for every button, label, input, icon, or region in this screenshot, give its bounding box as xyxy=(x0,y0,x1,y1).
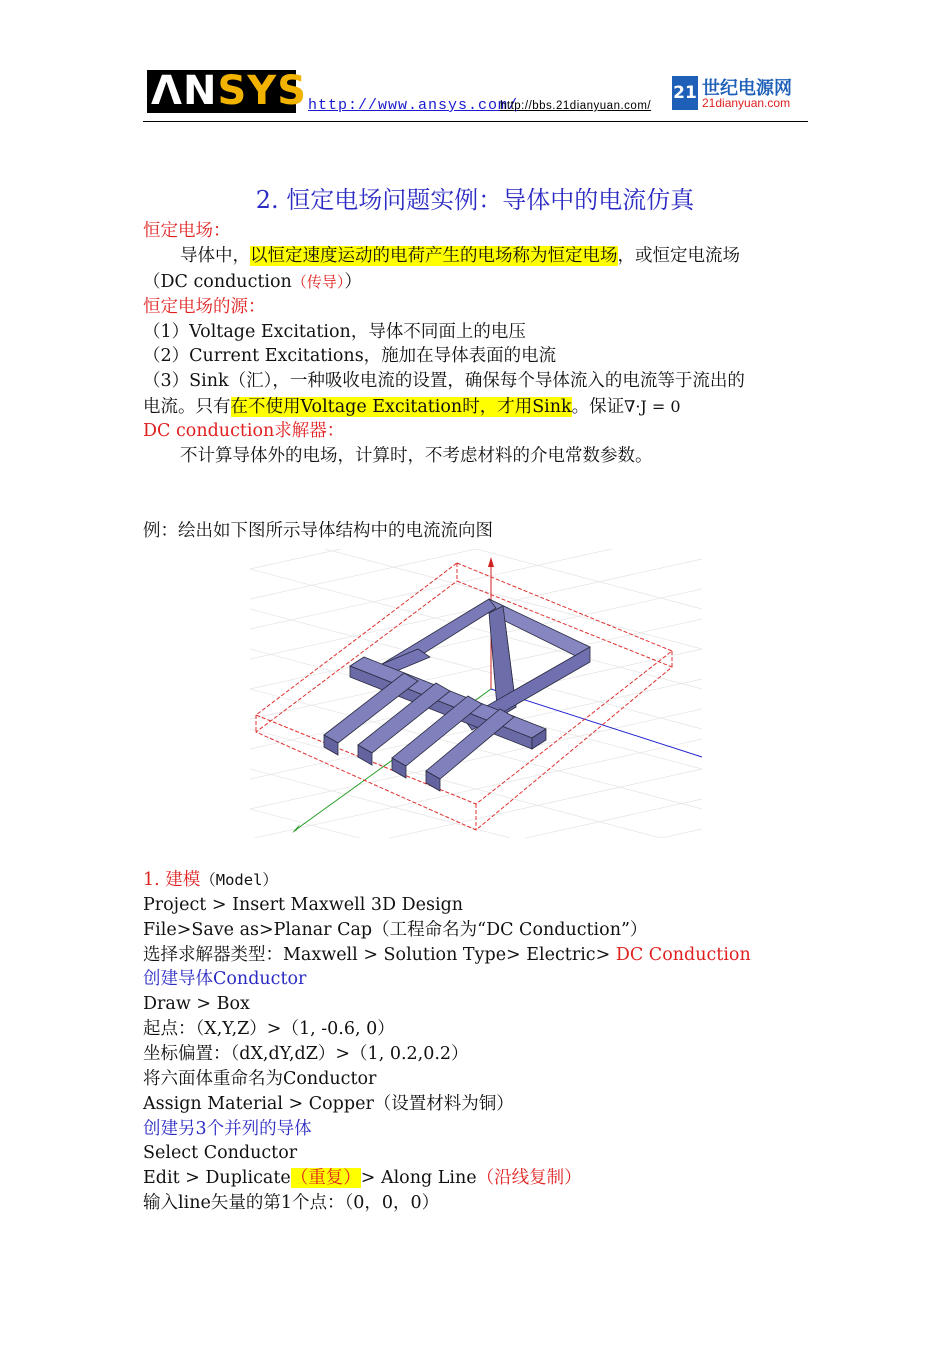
red-run: （传导） xyxy=(291,273,345,291)
text-run: 导体中， xyxy=(180,246,250,266)
list-item-sink-cont xyxy=(143,394,681,420)
text-run: ，或恒定电流场 xyxy=(617,246,740,266)
highlight-run: 以恒定速度运动的电荷产生的电场称为恒定电场 xyxy=(250,246,618,266)
text-run: ） xyxy=(344,272,362,292)
step-line-13: 输入line矢量的第1个点：（0，0，0） xyxy=(143,1193,440,1213)
heading-dc-solver: DC conduction求解器： xyxy=(143,421,345,441)
highlight-run: 在不使用Voltage Excitation时，才用Sink xyxy=(230,397,572,417)
step-line-10: 创建另3个并列的导体 xyxy=(143,1119,312,1139)
text-run: 选择求解器类型：Maxwell > Solution Type> Electric> xyxy=(143,945,616,965)
list-item-current: （2）Current Excitations，施加在导体表面的电流 xyxy=(143,346,557,366)
text-run: （DC conduction xyxy=(143,272,292,292)
list-item-sink: （3）Sink（汇），一种吸收电流的设置，确保每个导体流入的电流等于流出的 xyxy=(143,371,745,391)
ansys-logo-text: ΛN xyxy=(151,68,218,114)
example-caption: 例：绘出如下图所示导体结构中的电流流向图 xyxy=(143,521,493,541)
step-line-7: 坐标偏置：（dX,dY,dZ）>（1, 0.2,0.2） xyxy=(143,1044,469,1064)
ansys-logo xyxy=(147,68,308,114)
step-line-3 xyxy=(143,943,751,968)
paragraph-solver: 不计算导体外的电场，计算时，不考虑材料的介电常数参数。 xyxy=(180,446,653,466)
step-line-6: 起点：（X,Y,Z）>（1, -0.6, 0） xyxy=(143,1019,395,1039)
ansys-link[interactable]: http://www.ansys.com/ xyxy=(308,97,519,114)
logo21-sub: 21dianyuan.com xyxy=(702,96,791,110)
text-run: Edit > Duplicate xyxy=(143,1168,291,1188)
step-heading-en: （Model） xyxy=(200,871,278,889)
paragraph-dc-conduction xyxy=(143,270,362,295)
heading-field-sources: 恒定电场的源： xyxy=(143,297,266,317)
step-line-2: File>Save as>Planar Cap（工程命名为“DC Conduction”） xyxy=(143,920,648,940)
text-run: > Along Line xyxy=(360,1168,477,1188)
bbs-link[interactable]: http://bbs.21dianyuan.com/ xyxy=(500,100,652,112)
text-run: 电流。只有 xyxy=(143,397,231,417)
step-line-9: Assign Material > Copper（设置材料为铜） xyxy=(143,1094,514,1114)
page-title: 2. 恒定电场问题实例：导体中的电流仿真 xyxy=(255,186,695,214)
formula-div-j: ∇·J = 0 xyxy=(624,397,681,416)
21dianyuan-logo xyxy=(672,76,804,112)
red-run: （沿线复制） xyxy=(476,1168,582,1188)
ansys-logo-text-sys: SYS xyxy=(217,68,308,114)
conductor-3d-figure xyxy=(250,549,702,838)
step-line-4: 创建导体Conductor xyxy=(143,969,307,989)
header-rule xyxy=(143,121,808,122)
text-run: 。保证 xyxy=(571,397,625,417)
step-line-8: 将六面体重命名为Conductor xyxy=(143,1069,377,1089)
step-line-1: Project > Insert Maxwell 3D Design xyxy=(143,895,464,915)
list-item-voltage: （1）Voltage Excitation，导体不同面上的电压 xyxy=(143,322,526,342)
figure-background xyxy=(250,549,702,838)
step-line-12 xyxy=(143,1166,582,1191)
logo21-badge: 21 xyxy=(672,76,698,110)
red-run: DC Conduction xyxy=(615,945,751,965)
logo21-title: 世纪电源网 xyxy=(702,78,792,99)
highlight-run: （重复） xyxy=(290,1168,361,1188)
step-heading-model xyxy=(143,868,278,893)
paragraph-definition xyxy=(143,244,740,269)
step-line-11: Select Conductor xyxy=(143,1143,298,1163)
step-line-5: Draw > Box xyxy=(143,994,250,1014)
heading-steady-field: 恒定电场： xyxy=(143,221,231,241)
step-number: 1. 建模 xyxy=(143,870,201,890)
